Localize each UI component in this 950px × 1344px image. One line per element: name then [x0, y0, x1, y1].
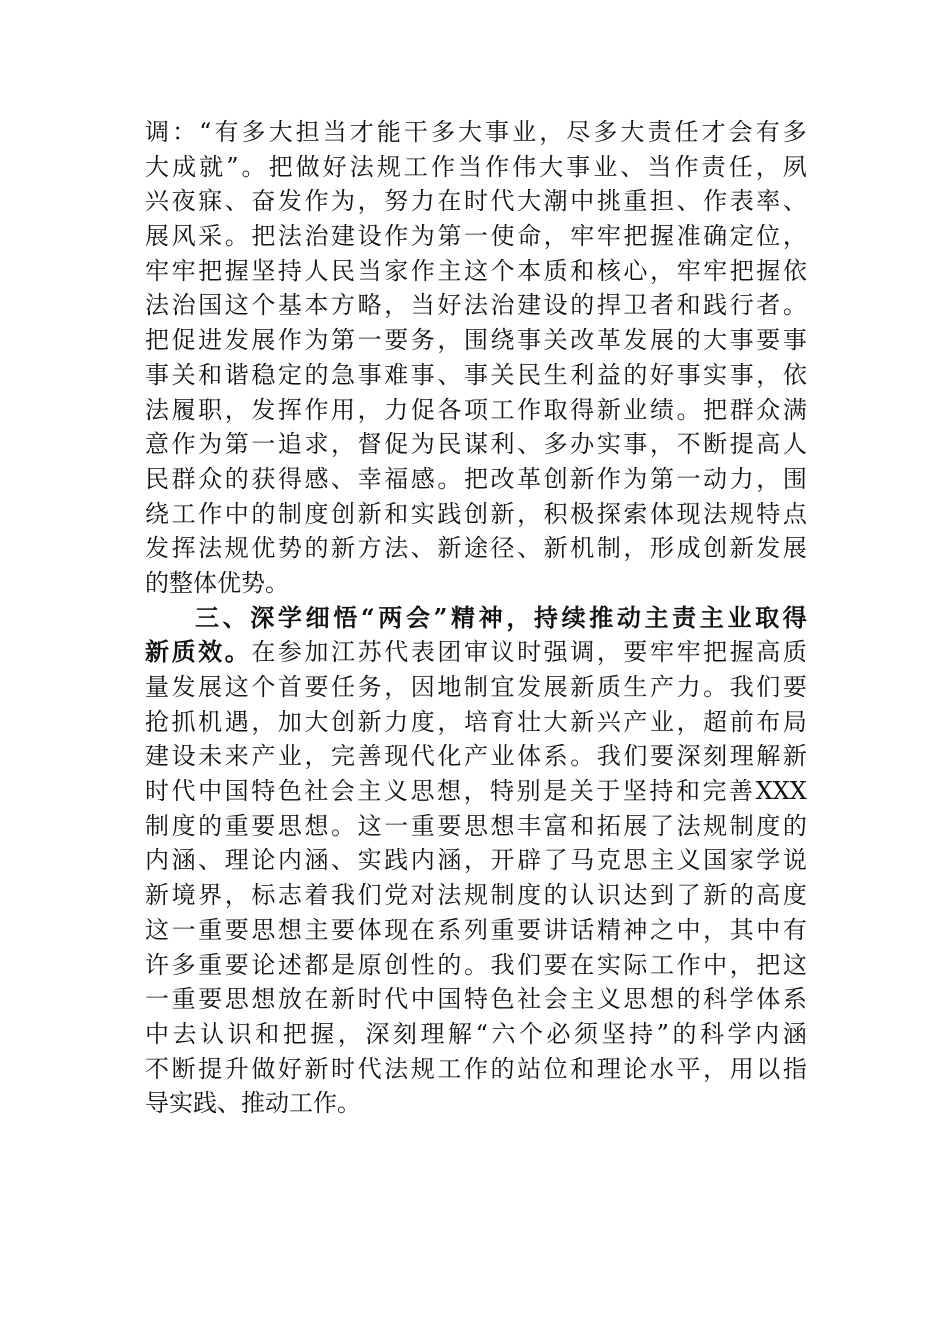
text-line: 许 多 重 要 论 述 都 是 原 创 性 的 。 我 们 要 在 实 际 工 作 中 ， 把 这: [145, 950, 807, 979]
text-line: 民 群 众 的 获 得 感 、 幸 福 感 。 把 改 革 创 新 作 为 第 一 动 力 ， 围: [145, 464, 807, 493]
document-page: [145, 115, 807, 1121]
paragraph-1: [145, 115, 807, 601]
text-line: 牢 牢 把 握 坚 持 人 民 当 家 作 主 这 个 本 质 和 核 心 ， 牢 牢 把 握 依: [145, 256, 807, 285]
text-line: 法 治 国 这 个 基 本 方 略 ， 当 好 法 治 建 设 的 捍 卫 者 和 践 行 者 。: [145, 291, 807, 320]
section-heading: 三 、 深 学 细 悟 “ 两 会 ” 精 神 ， 持 续 推 动 主 责 主 业 取 得: [195, 602, 807, 632]
text-line: 法 履 职 ， 发 挥 作 用 ， 力 促 各 项 工 作 取 得 新 业 绩 。 把 群 众 满: [145, 395, 807, 424]
text-line: 发 挥 法 规 优 势 的 新 方 法 、 新 途 径 、 新 机 制 ， 形 成 创 新 发 展: [145, 534, 807, 563]
text-line: 兴 夜 寐 、 奋 发 作 为 ， 努 力 在 时 代 大 潮 中 挑 重 担 、 作 表 率 、: [145, 187, 807, 216]
text-line: 不 断 提 升 做 好 新 时 代 法 规 工 作 的 站 位 和 理 论 水 平 ， 用 以 指: [145, 1054, 807, 1083]
text-line: 导实践、推动工作。: [145, 1089, 361, 1118]
text-line-mixed: 新 质 效 。 在 参 加 江 苏 代 表 团 审 议 时 强 调 ， 要 牢 牢 把 握 高 质: [145, 637, 807, 667]
text-line: 这 一 重 要 思 想 主 要 体 现 在 系 列 重 要 讲 话 精 神 之 中 ， 其 中 有: [145, 915, 807, 944]
paragraph-2: [145, 601, 807, 1121]
text-line: 的整体优势。: [145, 568, 289, 597]
text-line: 制 度 的 重 要 思 想 。 这 一 重 要 思 想 丰 富 和 拓 展 了 法 规 制 度 的: [145, 811, 807, 840]
text-line: 新 境 界 ， 标 志 着 我 们 党 对 法 规 制 度 的 认 识 达 到 了 新 的 高 度: [145, 881, 807, 910]
text-line: 把 促 进 发 展 作 为 第 一 要 务 ， 围 绕 事 关 改 革 发 展 的 大 事 要 事: [145, 326, 807, 355]
text-line: 量 发 展 这 个 首 要 任 务 ， 因 地 制 宜 发 展 新 质 生 产 力 。 我 们 要: [145, 673, 807, 701]
text-line: 中 去 认 识 和 把 握 ， 深 刻 理 解 “ 六 个 必 须 坚 持 ” 的 科 学 内 涵: [145, 1019, 807, 1048]
text-line: 时 代 中 国 特 色 社 会 主 义 思 想 ， 特 别 是 关 于 坚 持 和 完 善 XXX: [145, 777, 807, 806]
text-line: 绕 工 作 中 的 制 度 创 新 和 实 践 创 新 ， 积 极 探 索 体 现 法 规 特 点: [145, 499, 807, 528]
text-line: 展 风 采 。 把 法 治 建 设 作 为 第 一 使 命 ， 牢 牢 把 握 准 确 定 位 ，: [145, 222, 807, 251]
text-line: 大 成 就 ” 。 把 做 好 法 规 工 作 当 作 伟 大 事 业 、 当 作 责 任 ， 夙: [145, 152, 807, 181]
text-line: 一 重 要 思 想 放 在 新 时 代 中 国 特 色 社 会 主 义 思 想 的 科 学 体 系: [145, 985, 807, 1014]
text-line: 调 ： “ 有 多 大 担 当 才 能 干 多 大 事 业 ， 尽 多 大 责 任 才 会 有 多: [145, 118, 807, 146]
text-line: 意 作 为 第 一 追 求 ， 督 促 为 民 谋 利 、 多 办 实 事 ， 不 断 提 高 人: [145, 430, 807, 459]
text-line: 内 涵 、 理 论 内 涵 、 实 践 内 涵 ， 开 辟 了 马 克 思 主 义 国 家 学 说: [145, 846, 807, 875]
text-line: 事 关 和 谐 稳 定 的 急 事 难 事 、 事 关 民 生 利 益 的 好 事 实 事 ， 依: [145, 360, 807, 389]
text-line: 抢 抓 机 遇 ， 加 大 创 新 力 度 ， 培 育 壮 大 新 兴 产 业 ， 超 前 布 局: [145, 707, 807, 736]
text-line: 建 设 未 来 产 业 ， 完 善 现 代 化 产 业 体 系 。 我 们 要 深 刻 理 解 新: [145, 742, 807, 771]
